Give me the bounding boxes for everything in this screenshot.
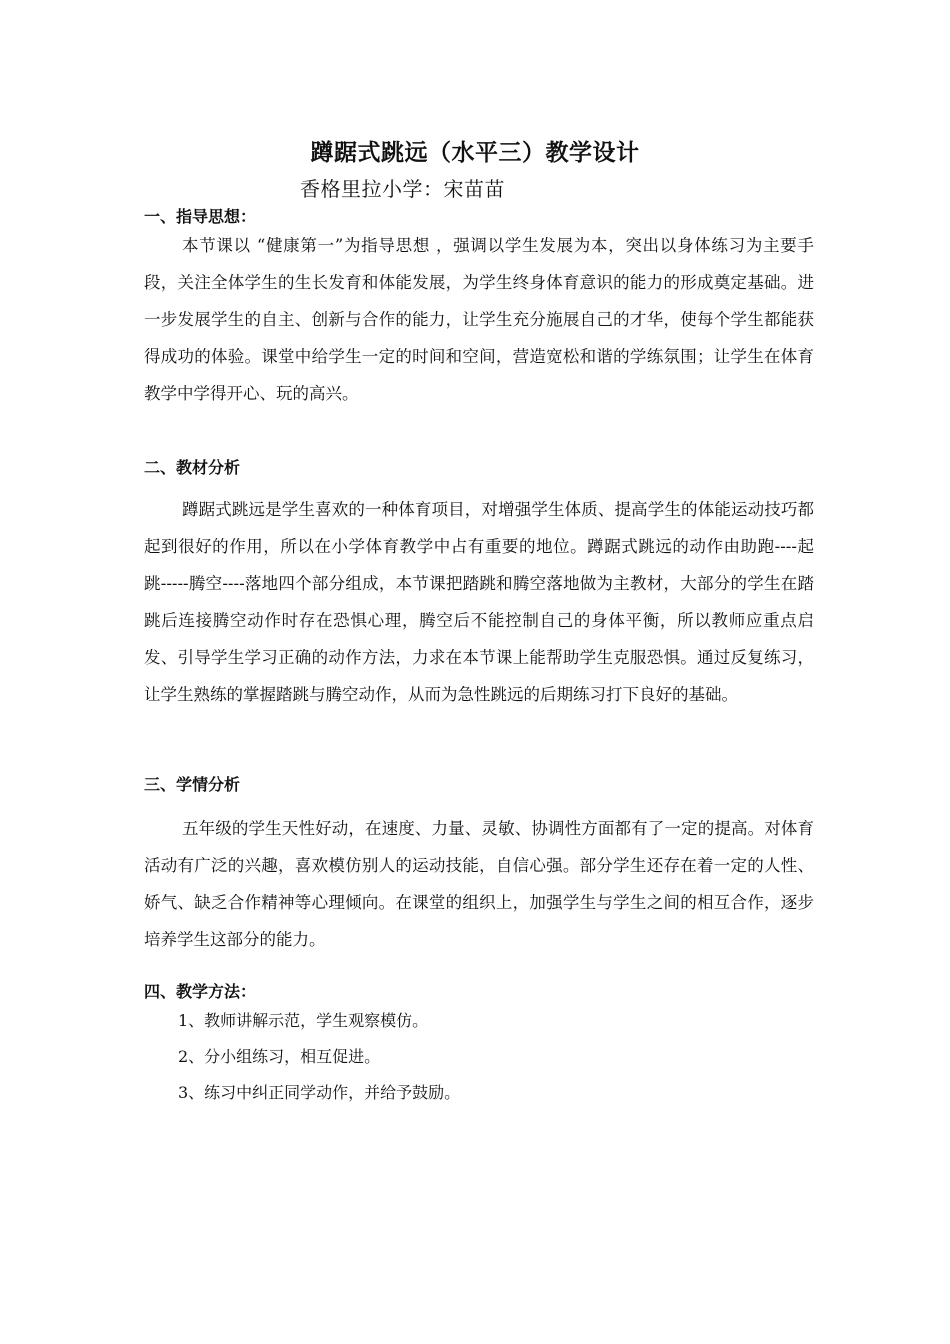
section-paragraph-guiding-ideology: 本节课以 “健康第一”为指导思想 ，强调以学生发展为本，突出以身体练习为主要手段，关注全体学生的生长发育和体能发展，为学生终身体育意识的能力的形成奠定基础。进一步发展学生的自主、创新与合作的能力，让学生充分施展自己的才华，使每个学生都能获得成功的体验。课堂中给学生一定的时间和空间，营造宽松和谐的学练氛围；让学生在体育教学中学得开心、玩的高兴。 <box>144 236 814 403</box>
document-author: 香格里拉小学：宋苗苗 <box>300 177 505 201</box>
section-heading-teaching-methods: 四、教学方法： <box>144 982 257 1001</box>
document-title: 蹲踞式跳远（水平三）教学设计 <box>310 140 640 166</box>
section-heading-material-analysis: 二、教材分析 <box>144 458 241 477</box>
list-item: 1、教师讲解示范，学生观察模仿。 <box>178 1011 429 1030</box>
teaching-methods-list <box>178 1003 798 1111</box>
section-heading-guiding-ideology: 一、指导思想： <box>144 207 257 226</box>
list-item: 3、练习中纠正同学动作，并给予鼓励。 <box>178 1083 461 1102</box>
list-item: 2、分小组练习，相互促进。 <box>178 1047 381 1066</box>
section-paragraph-learner-analysis: 五年级的学生天性好动，在速度、力量、灵敏、协调性方面都有了一定的提高。对体育活动有广泛的兴趣，喜欢模仿别人的运动技能，自信心强。部分学生还存在着一定的人性、娇气、缺乏合作精神等心理倾向。在课堂的组织上，加强学生与学生之间的相互合作，逐步培养学生这部分的能力。 <box>144 819 814 949</box>
section-heading-learner-analysis: 三、学情分析 <box>144 775 241 794</box>
section-paragraph-material-analysis: 蹲踞式跳远是学生喜欢的一种体育项目，对增强学生体质、提高学生的体能运动技巧都起到很好的作用，所以在小学体育教学中占有重要的地位。蹲踞式跳远的动作由助跑----起跳-----腾空----落地四个部分组成，本节课把踏跳和腾空落地做为主教材，大部分的学生在踏跳后连接腾空动作时存在恐惧心理，腾空后不能控制自己的身体平衡，所以教师应重点启发、引导学生学习正确的动作方法，力求在本节课上能帮助学生克服恐惧。通过反复练习，让学生熟练的掌握踏跳与腾空动作，从而为急性跳远的后期练习打下良好的基础。 <box>144 500 814 704</box>
